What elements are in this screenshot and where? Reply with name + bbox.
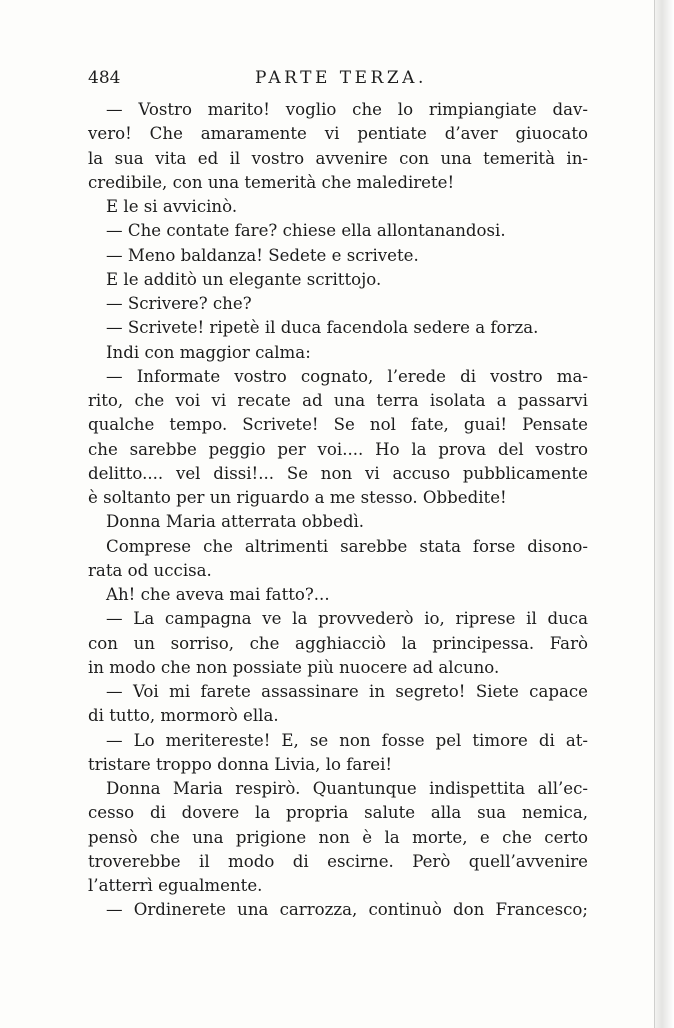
text-line: Donna Maria respirò. Quantunque indispettita all’ec- xyxy=(106,779,588,798)
text-line: E le si avvicinò. xyxy=(106,197,238,216)
text-line: pensò che una prigione non è la morte, e che certo xyxy=(88,827,588,847)
text-line: di tutto, mormorò ella. xyxy=(88,706,279,726)
text-line: — Scrivete! ripetè il duca facendola sedere a forza. xyxy=(106,318,539,338)
text-line: cesso di dovere la propria salute alla sua nemica, xyxy=(88,803,588,823)
text-line: rata od uccisa. xyxy=(88,560,212,580)
text-line: — Ordinerete una carrozza, continuò don Francesco; xyxy=(106,900,588,920)
text-line: Ah! che aveva mai fatto?... xyxy=(106,585,330,604)
text-line: Donna Maria atterrata obbedì. xyxy=(106,512,365,532)
text-line: credibile, con una temerità che maledirete! xyxy=(88,172,455,192)
text-line: rito, che voi vi recate ad una terra isolata a passarvi xyxy=(88,391,588,410)
text-line: — Che contate fare? chiese ella allontanandosi. xyxy=(106,221,506,241)
text-line: — Lo meritereste! E, se non fosse pel timore di at- xyxy=(106,730,588,750)
text-line: E le additò un elegante scrittojo. xyxy=(106,269,382,289)
text-line: — Meno baldanza! Sedete e scrivete. xyxy=(106,245,419,265)
text-line: tristare troppo donna Livia, lo farei! xyxy=(88,754,393,774)
text-line: troverebbe il modo di escirne. Però quell’avvenire xyxy=(88,851,588,871)
text-line: — Vostro marito! voglio che lo rimpiangiate dav- xyxy=(106,100,588,119)
text-line: che sarebbe peggio per voi.... Ho la prova del vostro xyxy=(88,439,588,459)
text-line: delitto.... vel dissi!... Se non vi accuso pubblicamente xyxy=(88,463,588,483)
text-line: — Scrivere? che? xyxy=(106,294,252,313)
running-head: PARTE TERZA. xyxy=(255,68,427,88)
text-line: Indi con maggior calma: xyxy=(106,342,311,362)
body-text xyxy=(88,98,588,923)
text-line: — Voi mi farete assassinare in segreto! Siete capace xyxy=(106,682,588,701)
text-line: Comprese che altrimenti sarebbe stata forse disono- xyxy=(106,536,588,556)
page-edge-shadow xyxy=(654,0,674,1028)
text-line: — Informate vostro cognato, l’erede di vostro ma- xyxy=(106,366,588,386)
text-line: l’atterrì egualmente. xyxy=(88,876,263,895)
text-line: vero! Che amaramente vi pentiate d’aver giuocato xyxy=(88,124,588,144)
page-number: 484 xyxy=(88,68,121,88)
text-line: in modo che non possiate più nuocere ad alcuno. xyxy=(88,657,500,677)
text-line: — La campagna ve la provvederò io, riprese il duca xyxy=(106,609,588,629)
text-line: la sua vita ed il vostro avvenire con una temerità in- xyxy=(88,148,588,168)
page-edge-line xyxy=(654,0,655,1028)
text-line: qualche tempo. Scrivete! Se nol fate, guai! Pensate xyxy=(88,415,588,435)
page-header xyxy=(88,68,588,96)
text-line: è soltanto per un riguardo a me stesso. Obbedite! xyxy=(88,488,507,507)
text-line: con un sorriso, che agghiacciò la principessa. Farò xyxy=(88,633,588,653)
